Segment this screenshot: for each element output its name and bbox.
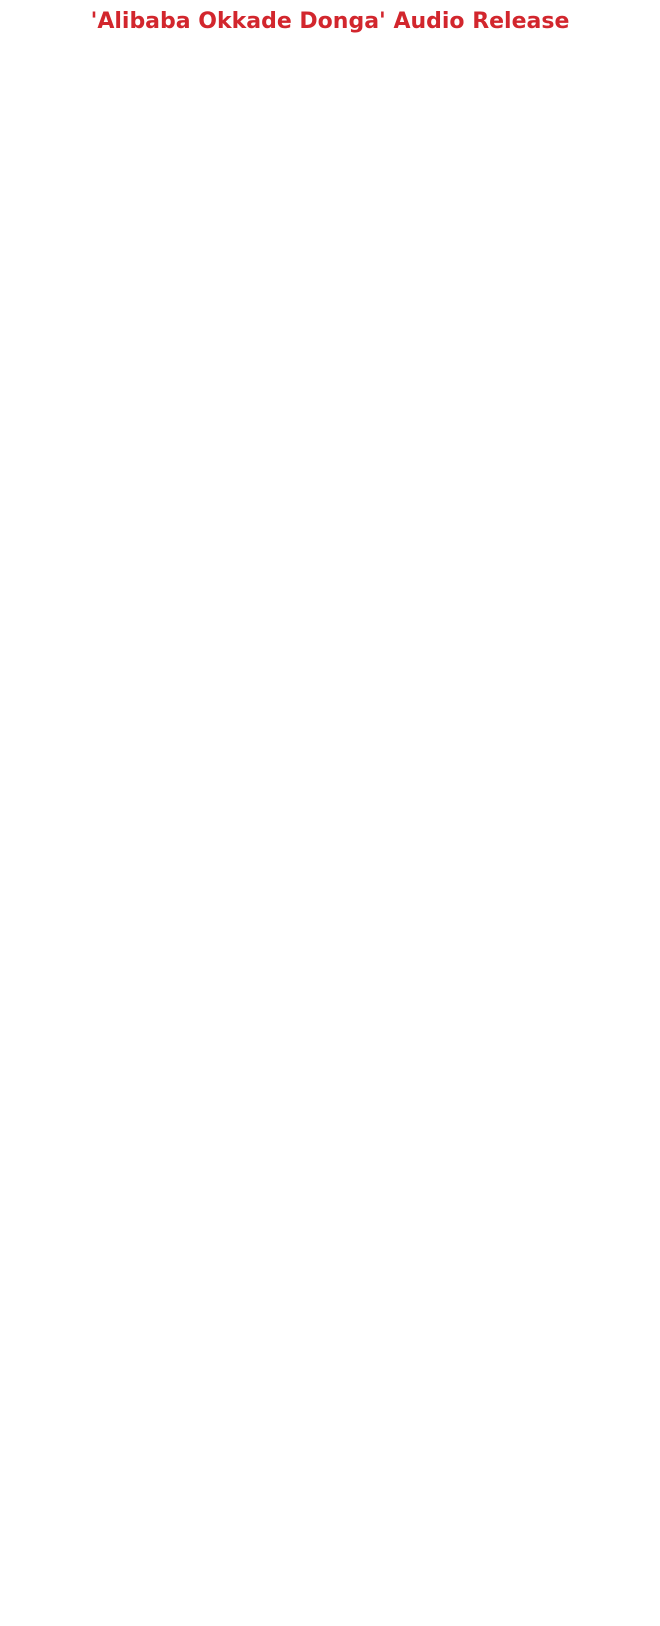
page-title: 'Alibaba Okkade Donga' Audio Release <box>90 9 570 34</box>
page <box>0 8 660 1626</box>
